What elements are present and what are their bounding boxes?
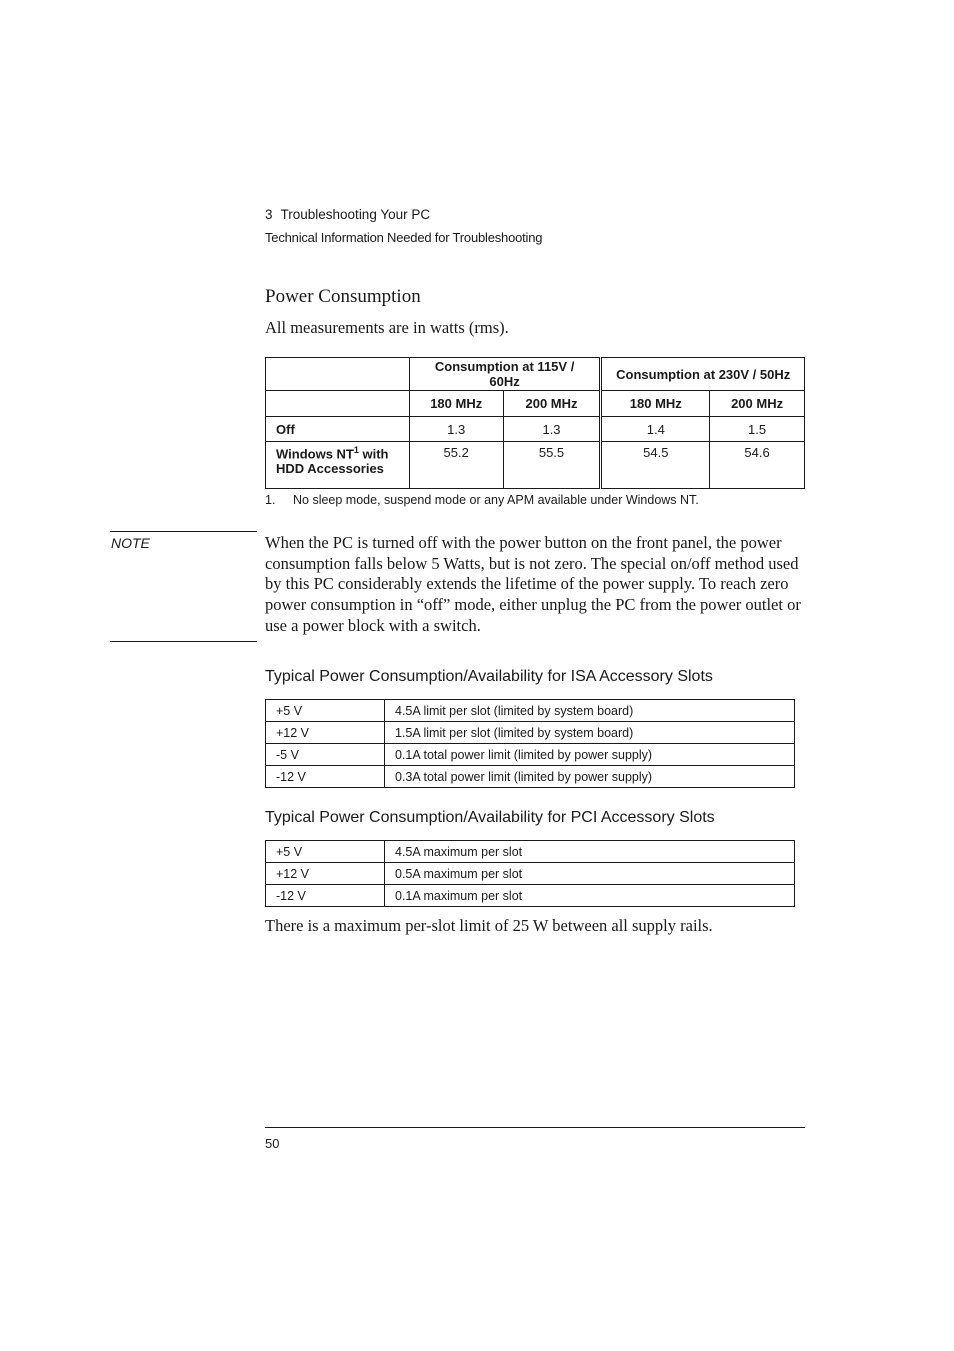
isa-slots-table (265, 699, 795, 788)
rail-cell: +5 V (266, 700, 385, 722)
running-header-chapter (265, 207, 430, 222)
table-row (266, 700, 795, 722)
rail-cell: -12 V (266, 885, 385, 907)
table-sub-header-row (266, 391, 805, 417)
table-cell: 1.3 (503, 417, 601, 442)
note-rule-top (110, 531, 257, 532)
footnote-text: No sleep mode, suspend mode or any APM available under Windows NT. (293, 493, 699, 507)
rail-cell: -12 V (266, 766, 385, 788)
rail-cell: +5 V (266, 841, 385, 863)
limit-cell: 0.1A maximum per slot (385, 885, 795, 907)
chapter-number: 3 (265, 207, 273, 222)
rail-cell: -5 V (266, 744, 385, 766)
table-cell: 54.6 (710, 442, 805, 489)
table-cell: 1.5 (710, 417, 805, 442)
table-cell: 55.2 (409, 442, 503, 489)
table-row (266, 766, 795, 788)
limit-cell: 0.5A maximum per slot (385, 863, 795, 885)
group-header-115v: Consumption at 115V / 60Hz (409, 358, 601, 391)
row-label-part: with (358, 446, 389, 462)
group-header-230v: Consumption at 230V / 50Hz (601, 358, 805, 391)
rail-cell: +12 V (266, 863, 385, 885)
limit-cell: 0.1A total power limit (limited by power supply) (385, 744, 795, 766)
limit-cell: 0.3A total power limit (limited by power supply) (385, 766, 795, 788)
table-row (266, 841, 795, 863)
limit-cell: 1.5A limit per slot (limited by system board) (385, 722, 795, 744)
table-row (266, 744, 795, 766)
table-cell: 1.3 (409, 417, 503, 442)
note-text: When the PC is turned off with the power button on the front panel, the power consumption falls below 5 Watts, but is not zero. The special on/off method used by this PC considerably extends the lifetime of the power supply. To reach zero power consumption in “off” mode, either unplug the PC from the power outlet or use a power block with a switch. (265, 533, 801, 635)
table-sub-corner-cell (266, 391, 410, 417)
row-label-windows-nt (266, 442, 410, 489)
table-cell: 1.4 (601, 417, 710, 442)
sub-header-230v-200: 200 MHz (710, 391, 805, 417)
limit-cell: 4.5A maximum per slot (385, 841, 795, 863)
table-row (266, 417, 805, 442)
table-row (266, 722, 795, 744)
pci-slots-table (265, 840, 795, 907)
table-footnote (265, 493, 699, 507)
table-row (266, 885, 795, 907)
table-row (266, 442, 805, 489)
limit-cell: 4.5A limit per slot (limited by system board) (385, 700, 795, 722)
running-header-section: Technical Information Needed for Troubleshooting (265, 230, 543, 245)
isa-slots-heading: Typical Power Consumption/Availability for ISA Accessory Slots (265, 668, 713, 685)
sub-header-115v-200: 200 MHz (503, 391, 601, 417)
note-label: NOTE (111, 535, 150, 551)
pci-slots-heading: Typical Power Consumption/Availability for PCI Accessory Slots (265, 809, 715, 826)
table-row (266, 863, 795, 885)
footnote-ref: 1 (353, 445, 359, 455)
sub-header-230v-180: 180 MHz (601, 391, 710, 417)
row-label-off: Off (266, 417, 410, 442)
chapter-title: Troubleshooting Your PC (280, 207, 431, 222)
footer-rule (265, 1127, 805, 1128)
closing-text: There is a maximum per-slot limit of 25 W between all supply rails. (265, 916, 713, 935)
power-consumption-heading: Power Consumption (265, 286, 421, 307)
power-intro-text: All measurements are in watts (rms). (265, 318, 509, 337)
table-cell: 54.5 (601, 442, 710, 489)
sub-header-115v-180: 180 MHz (409, 391, 503, 417)
rail-cell: +12 V (266, 722, 385, 744)
page-number: 50 (265, 1136, 280, 1151)
row-label-part: Windows NT (276, 446, 354, 462)
note-rule-bottom (110, 641, 257, 642)
power-consumption-table (265, 357, 805, 489)
footnote-number: 1. (265, 493, 276, 507)
row-label-line2: HDD Accessories (276, 461, 384, 477)
table-corner-cell (266, 358, 410, 391)
table-cell: 55.5 (503, 442, 601, 489)
table-group-header-row (266, 358, 805, 391)
